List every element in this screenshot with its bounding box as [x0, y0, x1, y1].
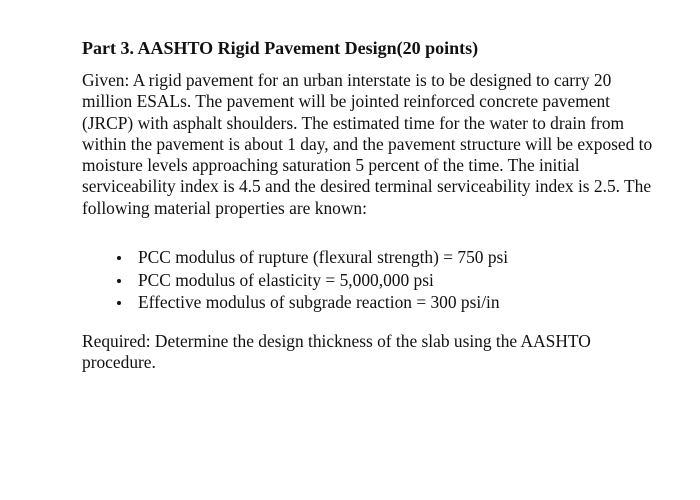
given-paragraph: Given: A rigid pavement for an urban interstate is to be designed to carry 20 million ESALs. The pavement will be jointed reinforced concrete pavement (JRCP) with asphalt shoulders. The estimated time for the water to drain from within the pavement is about 1 day, and the pavement structure will be exposed to moisture levels approaching saturation 5 percent of the time. The initial serviceability index is 4.5 and the desired terminal serviceability index is 2.5. The following material properties are known:	[82, 70, 653, 218]
list-item	[110, 269, 508, 292]
property-text: Effective modulus of subgrade reaction = 300 psi/in	[138, 292, 500, 312]
bullet-icon	[117, 279, 121, 283]
bullet-icon	[117, 256, 121, 260]
bullet-icon	[117, 301, 121, 305]
material-properties-list	[110, 246, 508, 314]
property-text: PCC modulus of elasticity = 5,000,000 psi	[138, 269, 434, 290]
section-heading: Part 3. AASHTO Rigid Pavement Design(20 points)	[82, 38, 479, 58]
list-item	[110, 291, 508, 314]
property-text: PCC modulus of rupture (flexural strength) = 750 psi	[138, 247, 509, 267]
required-paragraph: Required: Determine the design thickness of the slab using the AASHTO procedure.	[82, 331, 591, 373]
list-item	[110, 246, 508, 269]
